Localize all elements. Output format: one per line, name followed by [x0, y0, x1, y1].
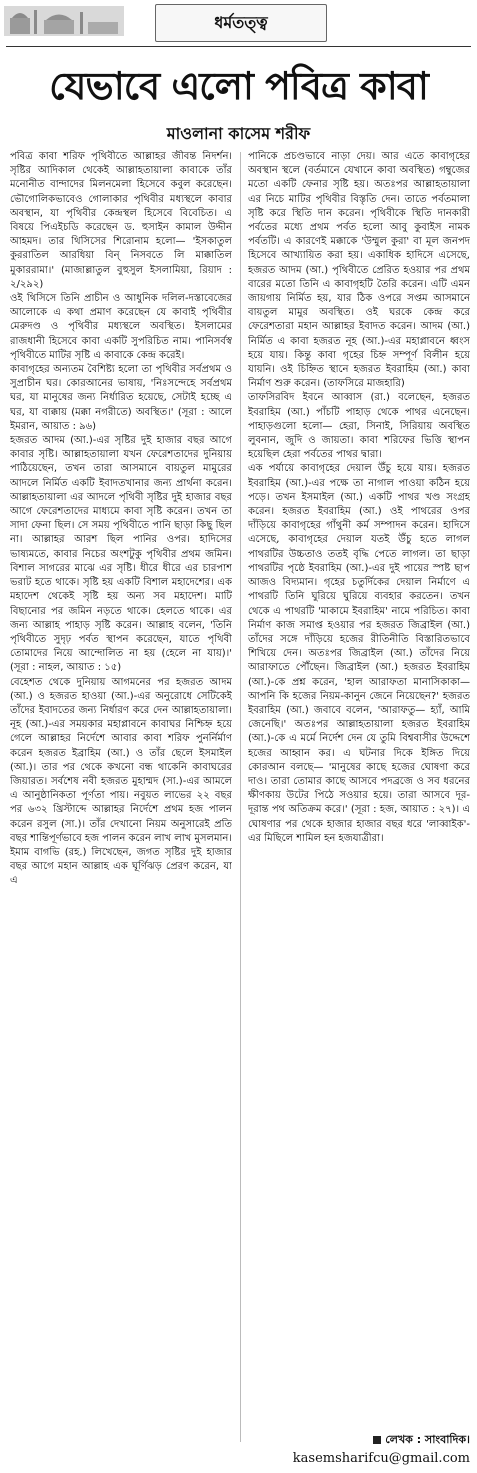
- article-column-right: [248, 150, 470, 1450]
- paragraph: তাফসিরবিদ ইবনে আব্বাস (রা.) বলেছেন, হজরত ইবরাহিম (আ.) পাঁচটি পাহাড় থেকে পাথর এনেছেন। পাহাড়গুলো হলো— হেরা, সিনাই, সিরিয়ায় অবস্থিত লুবনান, জুদি ও জায়তা। কাবা শরিফের ভিত্তি স্থাপন হয়েছিল হেরা পর্বতের পাথর দ্বারা।: [248, 392, 470, 461]
- author-note-text: লেখক : সাংবাদিক।: [385, 1433, 470, 1446]
- article-column-left: [10, 150, 232, 1450]
- article-title: যেভাবে এলো পবিত্র কাবা: [49, 64, 428, 108]
- section-tag: [155, 4, 327, 42]
- paragraph: পবিত্র কাবা শরিফ পৃথিবীতে আল্লাহর জীবন্ত নিদর্শন। সৃষ্টির আদিকাল থেকেই আল্লাহতায়ালা কাবাকে তাঁর মনোনীত বান্দাদের মিলনমেলা হিসেবে কবুল করেছেন। ভৌগোলিকভাবেও গোলাকার পৃথিবীর মধ্যস্থলে কাবার অবস্থান, যা পৃথিবীর কেন্দ্রস্থল হিসেবে বিবেচিত। এ বিষয়ে পিএইচডি করেছেন ড. হুসাইন কামাল উদ্দীন আহমদ। তার থিসিসের শিরোনাম হলো— 'ইসকাতুল কুররাতিল আরধিয়া বিন্ নিসবতে লি মাক্কাতিল মুকাররামা।' (মাজাল্লাতুল বুহুসুল ইসলামিয়া, রিয়াদ : ২/২৯২): [10, 151, 232, 290]
- square-bullet-icon: [373, 1436, 381, 1444]
- paragraph: ওই থিসিসে তিনি প্রাচীন ও আধুনিক দলিল-দস্তাবেজের আলোকে এ কথা প্রমাণ করেছেন যে কাবাই পৃথিবীর মেরুদণ্ড ও পৃথিবীর মধ্যস্থলে অবস্থিত। ইসলামের রাজধানী হিসেবে কাবা একটি সুপরিচিত নাম। পানিসর্বস্ব পৃথিবীতে মাটির সৃষ্টি এ কাবাকে কেন্দ্র করেই।: [10, 293, 232, 361]
- paragraph: বেহেশত থেকে দুনিয়ায় আগমনের পর হজরত আদম (আ.) ও হজরত হাওয়া (আ.)-এর অনুরোধে সেটিকেই তাঁদের ইবাদতের জন্য নির্ধারণ করে দেন আল্লাহতায়ালা। নূহ (আ.)-এর সময়কার মহাপ্লাবনে কাবাঘর নিশ্চিহ্ন হয়ে গেলে আল্লাহর নির্দেশে আবার কাবা শরিফ পুনর্নির্মাণ করেন হজরত ইব্রাহিম (আ.) ও তাঁর ছেলে ইসমাইল (আ.)। তার পর থেকে কখনো বন্ধ থাকেনি কাবাঘরের জিয়ারত। সর্বশেষ নবী হজরত মুহাম্মদ (সা.)-এর আমলে এ আনুষ্ঠানিকতা পূর্ণতা পায়। নবুয়ত লাভের ২২ বছর পর ৬৩২ খ্রিস্টাব্দে আল্লাহর নির্দেশে প্রথম হজ পালন করেন রসুল (সা.)। তাঁর দেখানো নিয়ম অনুসারেই প্রতি বছর শান্তিপূর্ণভাবে হজ পালন করেন লাখ লাখ মুসলমান।: [10, 676, 232, 844]
- paragraph: কাবাগৃহের অন্যতম বৈশিষ্ট্য হলো তা পৃথিবীর সর্বপ্রথম ও সুপ্রাচীন ঘর। কোরআনের ভাষায়, 'নিঃসন্দেহে সর্বপ্রথম ঘর, যা মানুষের জন্য নির্ধারিত হয়েছে, সেটাই হচ্ছে এ ঘর, যা বাক্কায় (মক্কা নগরীতে) অবস্থিত।' (সূরা : আলে ইমরান, আয়াত : ৯৬): [10, 364, 232, 432]
- mosque-skyline-icon: [4, 6, 124, 36]
- author-note: [300, 1432, 470, 1448]
- paragraph: ইমাম বাগভি (রহ.) লিখেছেন, জগত সৃষ্টির দুই হাজার বছর আগে মহান আল্লাহ এক ঘূর্ণিঝড় প্রেরণ করেন, যা এ: [10, 846, 232, 887]
- author-email: kasemsharifcu@gmail.com: [292, 1451, 470, 1466]
- section-header: [0, 0, 477, 52]
- header-rule: [6, 46, 471, 47]
- section-label: ধর্মতত্ত্ব: [214, 13, 268, 32]
- paragraph: এক পর্যায়ে কাবাগৃহের দেয়াল উঁচু হয়ে যায়। হজরত ইবরাহিম (আ.)-এর পক্ষে তা নাগাল পাওয়া কঠিন হয়ে পড়ে। তখন ইসমাইল (আ.) একটি পাথর খণ্ড সংগ্রহ করেন। হজরত ইবরাহিম (আ.) ওই পাথরের ওপর দাঁড়িয়ে কাবাগৃহের গাঁথুনী কর্ম সম্পাদন করেন। হাদিসে এসেছে, কাবাগৃহের দেয়াল যতই উঁচু হতে লাগল পাথরটির উচ্চতাও ততই বৃদ্ধি পেতে লাগল। তা ছাড়া পাথরটির পৃষ্ঠে ইবরাহিম (আ.)-এর দুই পায়ের স্পষ্ট ছাপ আজও বিদ্যমান। গৃহের চতুর্দিকের দেয়াল নির্মাণে এ পাথরটি তিনি ঘুরিয়ে ঘুরিয়ে ব্যবহার করতেন। তখন থেকে এ পাথরটি 'মাকামে ইবরাহিম' নামে পরিচিত। কাবা নির্মাণ কাজ সমাপ্ত হওয়ার পর হজরত জিব্রাইল (আ.) তাঁদের সঙ্গে দাঁড়িয়ে হজের রীতিনীতি বিস্তারিতভাবে শিখিয়ে দেন। অতঃপর জিব্রাইল (আ.) তাঁদের নিয়ে আরাফাতে পৌঁছেন। জিব্রাইল (আ.) হজরত ইবরাহিম (আ.)-কে প্রশ্ন করেন, 'হাল আরাফতা মানাসিকাকা— আপনি কি হজের নিয়ম-কানুন জেনে নিয়েছেন?' হজরত ইবরাহিম (আ.) জবাবে বলেন, 'আরাফতু— হ্যাঁ, আমি জেনেছি।' অতঃপর আল্লাহতায়ালা হজরত ইবরাহিম (আ.)-কে এ মর্মে নির্দেশ দেন যে তুমি বিশ্ববাসীর উদ্দেশে হজের আহ্বান কর। এ ঘটনার দিকে ইঙ্গিত দিয়ে কোরআন বলছে— 'মানুষের কাছে হজের ঘোষণা করে দাও। তারা তোমার কাছে আসবে পদব্রজে ও সব ধরনের ক্ষীণকায় উটের পিঠে সওয়ার হয়ে। তারা আসবে দূর-দূরান্ত পথ অতিক্রম করে।' (সূরা : হজ, আয়াত : ২৭)। এ ঘোষণার পর থেকে হাজার হাজার বছর ধরে 'লাব্বাইক'-এর মিছিলে শামিল হন হজযাত্রীরা।: [248, 463, 470, 844]
- article-byline: মাওলানা কাসেম শরীফ: [166, 124, 311, 143]
- paragraph: পানিকে প্রচণ্ডভাবে নাড়া দেয়। আর এতে কাবাগৃহের অবস্থান স্থলে (বর্তমানে যেখানে কাবা অবস্থিত) গম্বুজের মতো একটি ফেনার সৃষ্টি হয়। অতঃপর আল্লাহতায়ালা এর নিচে মাটির পৃথিবীর বিস্তৃতি দেন। তাতে পর্বতমালা সৃষ্টি করে স্থিতি দান করেন। পৃথিবীকে স্থিতি দানকারী পর্বতের মধ্যে প্রথম পর্বত হলো আবু কুবাইস নামক পর্বতটি। এ কারণেই মক্কাকে 'উম্মুল কুরা' বা মূল জনপদ হিসেবে আখ্যায়িত করা হয়। একাধিক হাদিসে এসেছে, হজরত আদম (আ.) পৃথিবীতে প্রেরিত হওয়ার পর প্রথম বারের মতো তিনি এ কাবাগৃহটি তৈরি করেন। এটি এমন জায়গায় নির্মিত হয়, যার ঠিক ওপরে সপ্তম আসমানে বায়তুল মামুর অবস্থিত। ওই ঘরকে কেন্দ্র করে ফেরেশতারা মহান আল্লাহর ইবাদত করেন। আদম (আ.) নির্মিত এ কাবা হজরত নূহ (আ.)-এর মহাপ্লাবনে ধ্বংস হয়ে যায়। কিন্তু কাবা গৃহের চিহ্ন সম্পূর্ণ বিলীন হয়ে যায়নি। ওই চিহ্নিত স্থানে হজরত ইবরাহিম (আ.) কাবা নির্মাণ শুরু করেন। (তাফসিরে মাজহারি): [248, 151, 470, 390]
- column-divider: [240, 152, 241, 1442]
- paragraph: হজরত আদম (আ.)-এর সৃষ্টির দুই হাজার বছর আগে কাবার সৃষ্টি। আল্লাহতায়ালা যখন ফেরেশতাদের দুনিয়ায় পাঠিয়েছেন, তখন তারা আসমানে বায়তুল মামুরের আদলে নির্মিত একটি ইবাদতখানার জন্য প্রার্থনা করেন। আল্লাহতায়ালা এর আদলে পৃথিবী সৃষ্টির দুই হাজার বছর আগে ফেরেশতাদের মাধ্যমে কাবা সৃষ্টি করেন। তখন তা সাদা ফেনা ছিল। সে সময় পৃথিবীতে পানি ছাড়া কিছু ছিল না। আল্লাহর আরশ ছিল পানির ওপর। হাদিসের ভাষ্যমতে, কাবার নিচের অংশটুকু পৃথিবীর প্রথম জমিন। বিশাল সাগরের মাঝে এর সৃষ্টি। ধীরে ধীরে এর চারপাশ ভরাট হতে থাকে। সৃষ্টি হয় একটি বিশাল মহাদেশের। এক মহাদেশ থেকেই সৃষ্টি হয় অন্য সব মহাদেশ। মাটি বিছানোর পর জমিন নড়তে থাকে। হেলতে থাকে। এর জন্য আল্লাহ পাহাড় সৃষ্টি করেন। আল্লাহ বলেন, 'তিনি পৃথিবীতে সুদৃঢ় পর্বত স্থাপন করেছেন, যাতে পৃথিবী তোমাদের নিয়ে আন্দোলিত না হয় (হেলে না যায়)।' (সূরা : নাহল, আয়াত : ১৫): [10, 435, 232, 674]
